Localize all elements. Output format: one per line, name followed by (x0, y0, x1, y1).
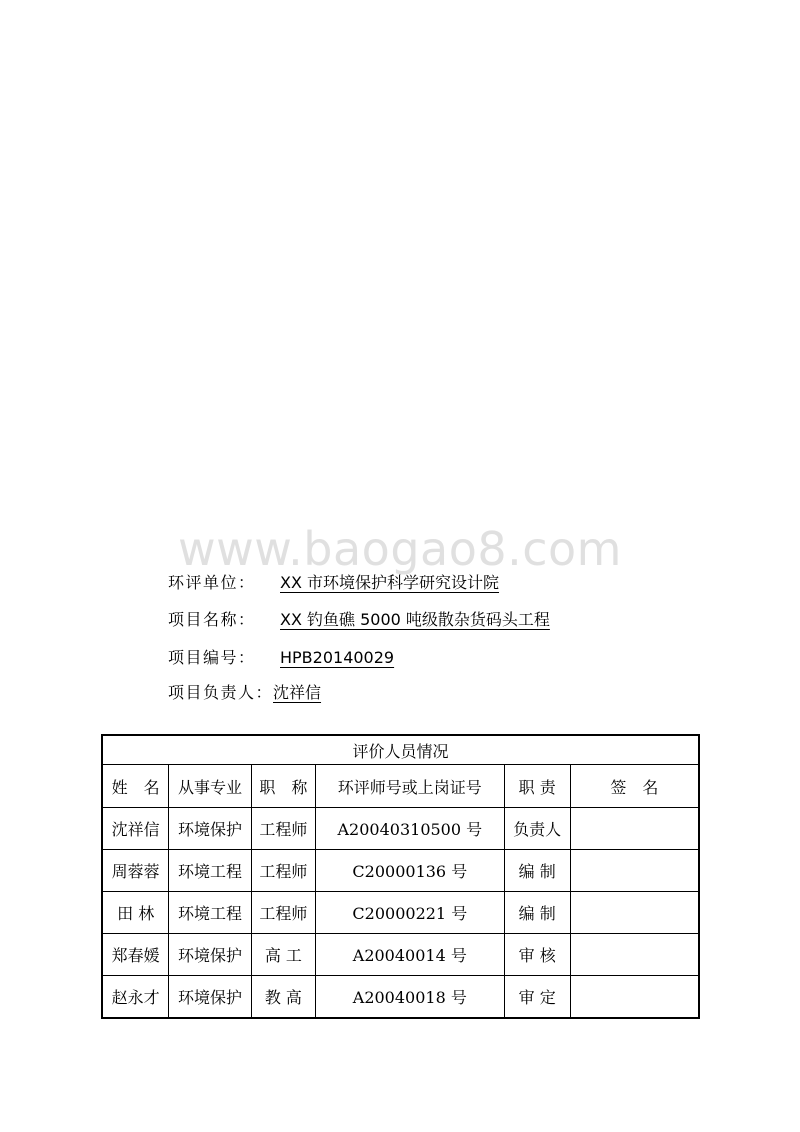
staff-table (101, 734, 700, 1019)
cell-title: 工程师 (251, 892, 315, 934)
header-duty: 职 责 (504, 765, 570, 808)
leader-value: 沈祥信 (273, 683, 322, 702)
table-row (102, 934, 699, 976)
table-header-row (102, 765, 699, 808)
cell-signature (570, 850, 699, 892)
cell-cert: C20000136 号 (316, 850, 504, 892)
table-caption: 评价人员情况 (102, 735, 699, 765)
project-value: XX 钓鱼礁 5000 吨级散杂货码头工程 (280, 610, 550, 629)
cell-name: 郑春媛 (102, 934, 169, 976)
cell-duty: 审 定 (504, 976, 570, 1019)
info-row-project (168, 607, 550, 643)
cell-name: 沈祥信 (102, 808, 169, 850)
cell-duty: 编 制 (504, 892, 570, 934)
cell-cert: A20040310500 号 (316, 808, 504, 850)
cell-major: 环境保护 (169, 808, 251, 850)
cell-title: 高 工 (251, 934, 315, 976)
table-row (102, 808, 699, 850)
info-row-unit (168, 570, 499, 606)
unit-label: 环评单位： (168, 573, 256, 592)
cell-title: 教 高 (251, 976, 315, 1019)
cell-title: 工程师 (251, 850, 315, 892)
code-label: 项目编号： (168, 648, 256, 667)
cell-major: 环境工程 (169, 892, 251, 934)
cell-major: 环境工程 (169, 850, 251, 892)
cell-name: 周蓉蓉 (102, 850, 169, 892)
cell-duty: 负责人 (504, 808, 570, 850)
unit-value: XX 市环境保护科学研究设计院 (280, 573, 500, 592)
cell-cert: A20040018 号 (316, 976, 504, 1019)
table-row (102, 976, 699, 1019)
cell-title: 工程师 (251, 808, 315, 850)
cell-signature (570, 934, 699, 976)
info-row-code (168, 645, 394, 681)
cell-signature (570, 808, 699, 850)
header-cert: 环评师号或上岗证号 (316, 765, 504, 808)
cell-signature (570, 892, 699, 934)
cell-major: 环境保护 (169, 976, 251, 1019)
table-row (102, 892, 699, 934)
cell-cert: C20000221 号 (316, 892, 504, 934)
cell-duty: 审 核 (504, 934, 570, 976)
leader-label: 项目负责人： (168, 683, 274, 702)
cell-name: 田 林 (102, 892, 169, 934)
header-signature: 签 名 (570, 765, 699, 808)
cell-name: 赵永才 (102, 976, 169, 1019)
project-label: 项目名称： (168, 610, 256, 629)
table-row (102, 850, 699, 892)
header-name: 姓 名 (102, 765, 169, 808)
info-row-leader (168, 680, 321, 716)
code-value: HPB20140029 (280, 648, 395, 667)
cell-cert: A20040014 号 (316, 934, 504, 976)
cell-major: 环境保护 (169, 934, 251, 976)
cell-duty: 编 制 (504, 850, 570, 892)
header-title: 职 称 (251, 765, 315, 808)
cell-signature (570, 976, 699, 1019)
watermark-text: www.baogao8.com (178, 522, 622, 576)
header-major: 从事专业 (169, 765, 251, 808)
